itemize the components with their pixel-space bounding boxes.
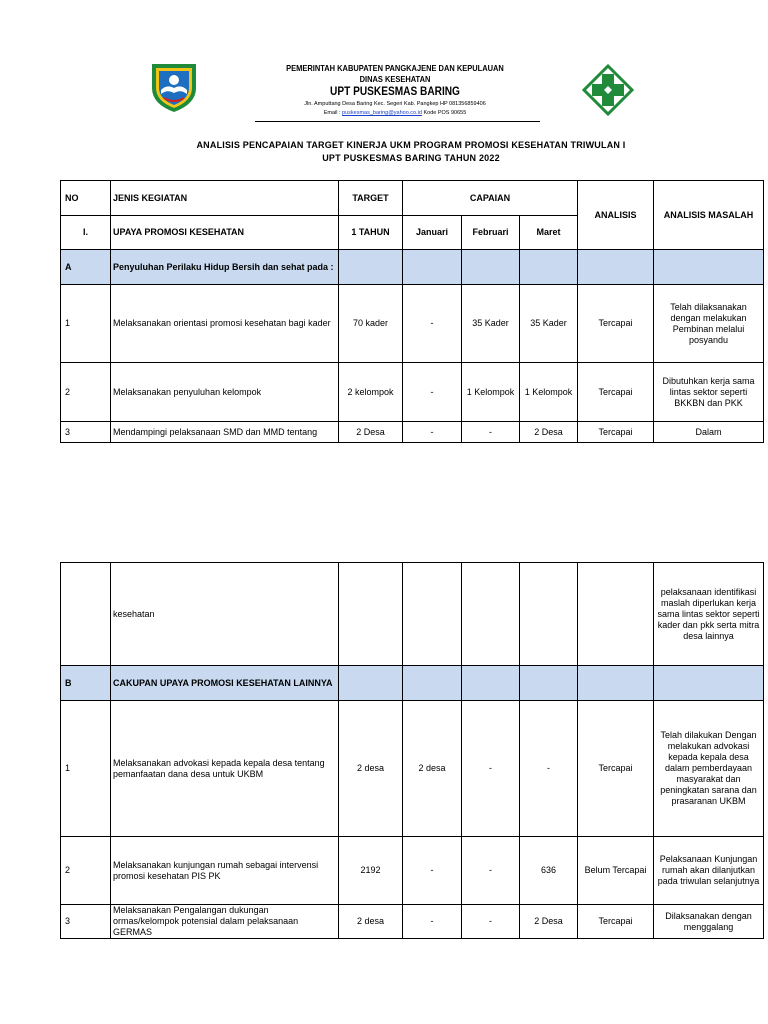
table-row xyxy=(61,363,764,422)
row-kegiatan: Melaksanakan Pengalangan dukungan ormas/kelompok potensial dalam pelaksanaan GERMAS xyxy=(111,905,339,939)
row-target: 2 kelompok xyxy=(339,363,403,422)
row-analisis-masalah: Dilaksanakan dengan menggalang xyxy=(654,905,764,939)
row-analisis: Belum Tercapai xyxy=(578,837,654,905)
header-target: TARGET xyxy=(339,181,403,216)
row-februari: - xyxy=(462,701,520,837)
row-maret: 1 Kelompok xyxy=(520,363,578,422)
email-label: Email : xyxy=(323,110,343,116)
row-kegiatan: Melaksanakan orientasi promosi kesehatan bagi kader xyxy=(111,285,339,363)
row-januari: 2 desa xyxy=(403,701,462,837)
row-maret: 2 Desa xyxy=(520,905,578,939)
row-analisis-masalah: Dalam xyxy=(654,422,764,443)
row-februari: 35 Kader xyxy=(462,285,520,363)
row-number: 2 xyxy=(61,837,111,905)
row-maret: 35 Kader xyxy=(520,285,578,363)
row-februari: - xyxy=(462,837,520,905)
header-maret: Maret xyxy=(520,216,578,250)
row-januari: - xyxy=(403,837,462,905)
postal-code: Kode POS 90655 xyxy=(421,110,467,116)
table-row xyxy=(61,422,764,443)
row-januari: - xyxy=(403,905,462,939)
header-section-number: I. xyxy=(61,216,111,250)
row-target: 2 desa xyxy=(339,905,403,939)
regency-shield-logo-icon xyxy=(146,58,202,114)
table-row xyxy=(61,285,764,363)
row-number: 3 xyxy=(61,905,111,939)
email-link[interactable]: puskesmas_baring@yahoo.co.id xyxy=(342,110,422,116)
section-b-number: B xyxy=(61,666,111,701)
row-januari: - xyxy=(403,422,462,443)
row-number: 1 xyxy=(61,701,111,837)
row-analisis: Tercapai xyxy=(578,422,654,443)
header-februari: Februari xyxy=(462,216,520,250)
row-analisis: Tercapai xyxy=(578,701,654,837)
row-kegiatan: Melaksanakan advokasi kepada kepala desa tentang pemanfaatan dana desa untuk UKBM xyxy=(111,701,339,837)
row-target: 2 Desa xyxy=(339,422,403,443)
row-kegiatan: Mendampingi pelaksanaan SMD dan MMD tentang xyxy=(111,422,339,443)
row-kegiatan: Melaksanakan penyuluhan kelompok xyxy=(111,363,339,422)
table-row xyxy=(61,837,764,905)
row-analisis-masalah-continuation: pelaksanaan identifikasi maslah diperlukan kerja sama lintas sektor seperti kader dan pkk serta mitra desa lainnya xyxy=(654,563,764,666)
row-februari: 1 Kelompok xyxy=(462,363,520,422)
row-number: 2 xyxy=(61,363,111,422)
letterhead-office: DINAS KESEHATAN xyxy=(359,74,431,84)
row-februari: - xyxy=(462,422,520,443)
row-kegiatan: Melaksanakan kunjungan rumah sebagai intervensi promosi kesehatan PIS PK xyxy=(111,837,339,905)
letterhead-address: Jln. Amputtang Desa Baring Kec. Segeri Kab. Pangkep HP 081356859406 xyxy=(304,101,486,107)
letterhead-institution: UPT PUSKESMAS BARING xyxy=(330,86,460,98)
row-target: 70 kader xyxy=(339,285,403,363)
row-februari: - xyxy=(462,905,520,939)
section-row-b xyxy=(61,666,764,701)
header-jenis-kegiatan: JENIS KEGIATAN xyxy=(111,181,339,216)
row-maret: - xyxy=(520,701,578,837)
section-a-number: A xyxy=(61,250,111,285)
table-row-continuation xyxy=(61,563,764,666)
row-target: 2 desa xyxy=(339,701,403,837)
table-row xyxy=(61,905,764,939)
row-analisis-masalah: Dibutuhkan kerja sama lintas sektor seperti BKKBN dan PKK xyxy=(654,363,764,422)
header-januari: Januari xyxy=(403,216,462,250)
section-b-label: CAKUPAN UPAYA PROMOSI KESEHATAN LAINNYA xyxy=(111,666,339,701)
row-analisis: Tercapai xyxy=(578,363,654,422)
table-row xyxy=(61,701,764,837)
row-number: 1 xyxy=(61,285,111,363)
letterhead-rule xyxy=(255,121,540,122)
row-analisis-masalah: Telah dilaksanakan dengan melakukan Pembinan melalui posyandu xyxy=(654,285,764,363)
header-analisis: ANALISIS xyxy=(578,181,654,250)
row-januari: - xyxy=(403,363,462,422)
row-kegiatan-continuation: kesehatan xyxy=(111,563,339,666)
row-analisis: Tercapai xyxy=(578,905,654,939)
letterhead-government: PEMERINTAH KABUPATEN PANGKAJENE DAN KEPULAUAN xyxy=(286,63,504,73)
section-row-a xyxy=(61,250,764,285)
row-analisis: Tercapai xyxy=(578,285,654,363)
header-no: NO xyxy=(61,181,111,216)
performance-table-page1 xyxy=(60,180,764,443)
performance-table-page2 xyxy=(60,562,764,939)
row-analisis-masalah: Pelaksanaan Kunjungan rumah akan dilanjutkan pada triwulan selanjutnya xyxy=(654,837,764,905)
puskesmas-cross-logo-icon xyxy=(582,64,634,116)
report-subtitle: UPT PUSKESMAS BARING TAHUN 2022 xyxy=(322,153,500,163)
row-number: 3 xyxy=(61,422,111,443)
row-maret: 2 Desa xyxy=(520,422,578,443)
row-target: 2192 xyxy=(339,837,403,905)
section-a-label: Penyuluhan Perilaku Hidup Bersih dan sehat pada : xyxy=(111,250,339,285)
row-januari: - xyxy=(403,285,462,363)
report-title: ANALISIS PENCAPAIAN TARGET KINERJA UKM PROGRAM PROMOSI KESEHATAN TRIWULAN I xyxy=(196,140,626,150)
header-target-period: 1 TAHUN xyxy=(339,216,403,250)
row-maret: 636 xyxy=(520,837,578,905)
header-section-name: UPAYA PROMOSI KESEHATAN xyxy=(111,216,339,250)
row-analisis-masalah: Telah dilakukan Dengan melakukan advokasi kepada kepala desa dalam pemberdayaan masyarakat dan peningkatan sarana dan prasaranan UKBM xyxy=(654,701,764,837)
letterhead-contact xyxy=(230,110,560,116)
header-analisis-masalah: ANALISIS MASALAH xyxy=(654,181,764,250)
header-capaian: CAPAIAN xyxy=(403,181,578,216)
